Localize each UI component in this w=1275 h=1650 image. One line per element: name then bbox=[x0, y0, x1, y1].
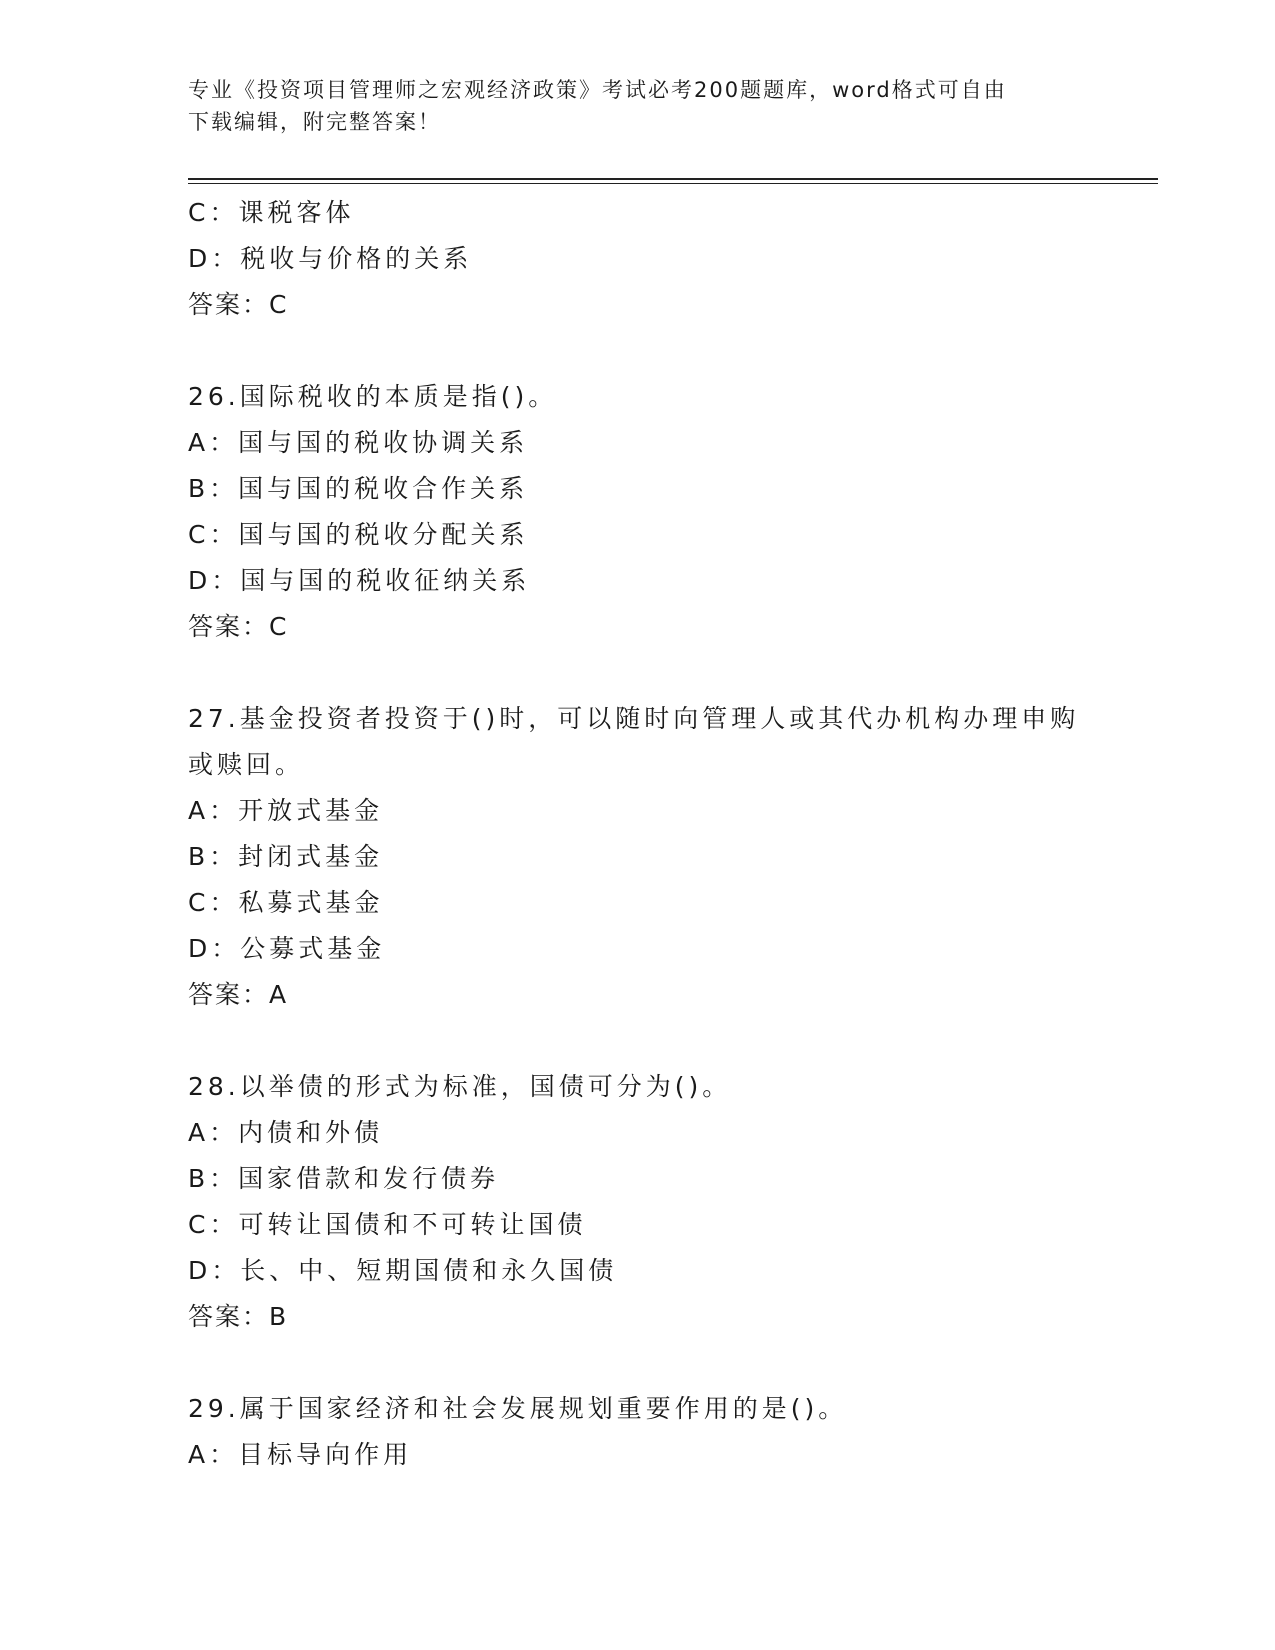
header-rule-thick bbox=[188, 178, 1158, 180]
option-c: C：私募式基金 bbox=[188, 888, 384, 917]
spacer bbox=[188, 1340, 1088, 1386]
answer: 答案：C bbox=[188, 612, 289, 641]
option-c: C：课税客体 bbox=[188, 198, 355, 227]
question-27 bbox=[188, 696, 1088, 1018]
option-b: B：国与国的税收合作关系 bbox=[188, 474, 529, 503]
question-stem: 28.以举债的形式为标准，国债可分为()。 bbox=[188, 1072, 732, 1101]
question-list bbox=[188, 190, 1088, 1478]
answer: 答案：C bbox=[188, 290, 289, 319]
header-title-line-1: 专业《投资项目管理师之宏观经济政策》考试必考200题题库，word格式可自由 bbox=[188, 78, 1007, 102]
option-a: A：开放式基金 bbox=[188, 796, 384, 825]
question-stem: 26.国际税收的本质是指()。 bbox=[188, 382, 558, 411]
answer: 答案：A bbox=[188, 980, 289, 1009]
answer: 答案：B bbox=[188, 1302, 289, 1331]
option-d: D：税收与价格的关系 bbox=[188, 244, 473, 273]
question-29 bbox=[188, 1386, 1088, 1478]
question-stem: 29.属于国家经济和社会发展规划重要作用的是()。 bbox=[188, 1394, 848, 1423]
spacer bbox=[188, 650, 1088, 696]
option-b: B：国家借款和发行债券 bbox=[188, 1164, 500, 1193]
document-header bbox=[188, 74, 1068, 138]
option-d: D：长、中、短期国债和永久国债 bbox=[188, 1256, 618, 1285]
option-c: C：国与国的税收分配关系 bbox=[188, 520, 529, 549]
question-26 bbox=[188, 374, 1088, 650]
option-a: A：目标导向作用 bbox=[188, 1440, 413, 1469]
question-stem-line-2: 或赎回。 bbox=[188, 750, 305, 779]
spacer bbox=[188, 328, 1088, 374]
option-d: D：公募式基金 bbox=[188, 934, 386, 963]
header-title-line-2: 下载编辑，附完整答案！ bbox=[188, 110, 441, 134]
option-a: A：内债和外债 bbox=[188, 1118, 384, 1147]
spacer bbox=[188, 1018, 1088, 1064]
header-rule-thin bbox=[188, 183, 1158, 184]
option-d: D：国与国的税收征纳关系 bbox=[188, 566, 531, 595]
option-a: A：国与国的税收协调关系 bbox=[188, 428, 529, 457]
option-c: C：可转让国债和不可转让国债 bbox=[188, 1210, 587, 1239]
question-stem-line-1: 27.基金投资者投资于()时，可以随时向管理人或其代办机构办理申购 bbox=[188, 704, 1080, 733]
option-b: B：封闭式基金 bbox=[188, 842, 384, 871]
question-28 bbox=[188, 1064, 1088, 1340]
